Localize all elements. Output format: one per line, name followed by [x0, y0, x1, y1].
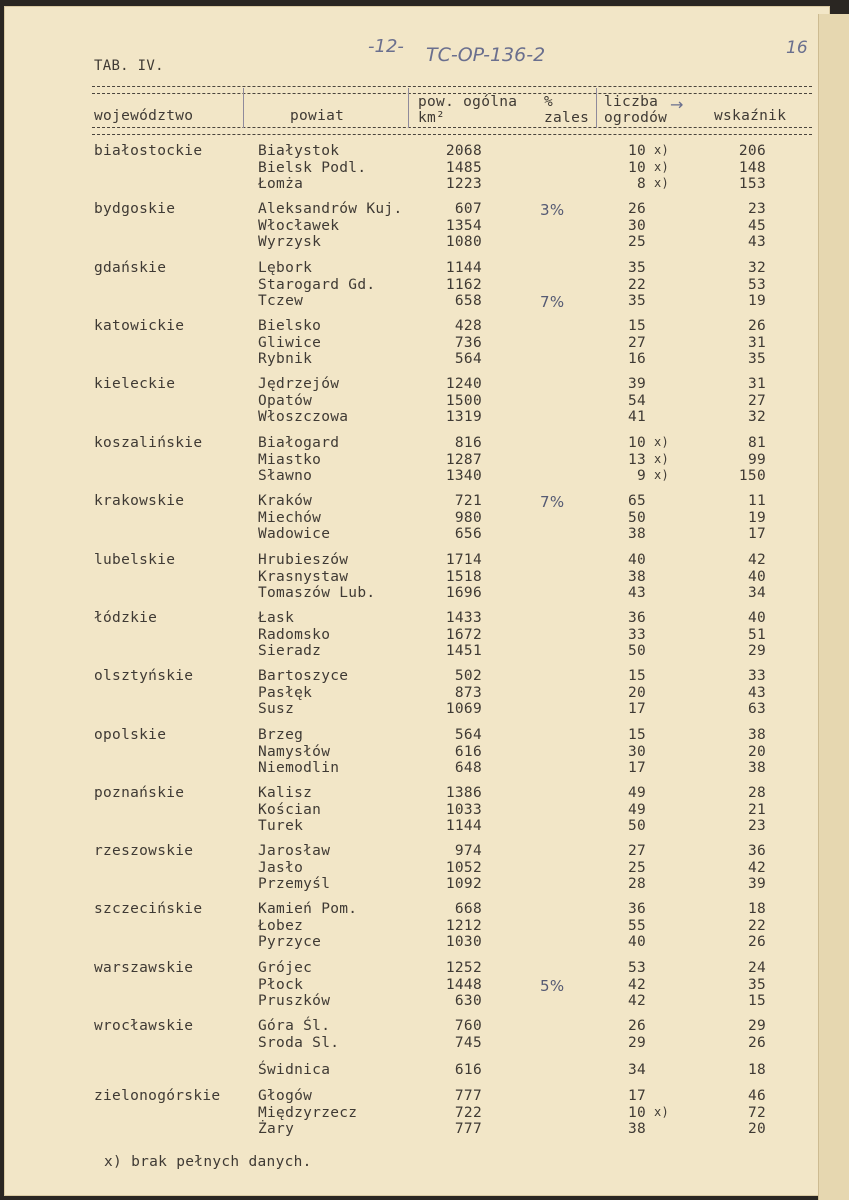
area-cell: 777 — [454, 1088, 482, 1104]
table-row — [0, 643, 826, 660]
table-row — [0, 293, 826, 310]
index-cell: 72 — [747, 1104, 766, 1121]
index-cell: 36 — [747, 843, 766, 859]
wojewodztwo-cell: szczecińskie — [94, 901, 203, 917]
area-cell: 564 — [454, 727, 482, 743]
index-cell: 153 — [738, 176, 766, 193]
count-cell: 53 — [627, 960, 646, 976]
area-cell: 1500 — [445, 392, 482, 409]
area-cell: 1033 — [445, 801, 482, 818]
powiat-cell: Góra Śl. — [258, 1018, 331, 1034]
area-cell: 648 — [454, 760, 482, 777]
area-cell: 722 — [454, 1104, 482, 1121]
count-cell: 36 — [627, 901, 646, 917]
count-cell: 17 — [627, 1088, 646, 1104]
powiat-cell: Jasło — [258, 859, 304, 876]
area-cell: 1052 — [445, 859, 482, 876]
powiat-cell: Wyrzysk — [258, 234, 322, 251]
powiat-cell: Włocławek — [258, 217, 340, 234]
count-cell: 10 — [627, 159, 646, 176]
powiat-cell: Tomaszów Lub. — [258, 585, 376, 602]
area-cell: 777 — [454, 1121, 482, 1138]
count-cell: 17 — [627, 701, 646, 718]
area-cell: 1144 — [445, 260, 482, 276]
table-row — [0, 1018, 826, 1035]
area-cell: 1030 — [445, 934, 482, 951]
note-mark: x) — [654, 176, 670, 191]
powiat-cell: Tczew — [258, 293, 304, 310]
column-divider — [243, 88, 244, 128]
wojewodztwo-cell: koszalińskie — [94, 435, 203, 451]
table-row — [0, 610, 826, 627]
table-row — [0, 860, 826, 877]
powiat-cell: Sroda Sl. — [258, 1034, 340, 1051]
powiat-cell: Bielsko — [258, 318, 322, 334]
powiat-cell: Susz — [258, 701, 295, 718]
header-index: wskaźnik — [714, 108, 787, 124]
powiat-cell: Radomsko — [258, 626, 331, 643]
count-cell: 42 — [627, 993, 646, 1010]
area-cell: 1433 — [445, 610, 482, 626]
note-mark: x) — [654, 159, 670, 174]
index-cell: 20 — [747, 1121, 766, 1138]
note-mark: x) — [654, 143, 670, 157]
powiat-cell: Lębork — [258, 260, 313, 276]
index-cell: 34 — [747, 585, 766, 602]
note-mark: x) — [654, 435, 670, 449]
table-row — [0, 785, 826, 802]
header-area: pow. ogólna km² — [418, 94, 518, 126]
count-cell: 20 — [627, 684, 646, 701]
index-cell: 40 — [747, 568, 766, 585]
index-cell: 99 — [747, 451, 766, 468]
area-cell: 1223 — [445, 176, 482, 193]
powiat-cell: Starogard Gd. — [258, 276, 376, 293]
count-cell: 15 — [627, 668, 646, 684]
table-row — [0, 335, 826, 352]
index-cell: 43 — [747, 234, 766, 251]
count-cell: 28 — [627, 876, 646, 893]
count-cell: 27 — [627, 843, 646, 859]
table-row — [0, 569, 826, 586]
table-row — [0, 409, 826, 426]
index-cell: 42 — [747, 552, 766, 568]
index-cell: 43 — [747, 684, 766, 701]
area-cell: 1212 — [445, 917, 482, 934]
area-cell: 974 — [454, 843, 482, 859]
powiat-cell: Aleksandrów Kuj. — [258, 201, 403, 217]
wojewodztwo-cell: opolskie — [94, 727, 167, 743]
area-cell: 760 — [454, 1018, 482, 1034]
count-cell: 49 — [627, 785, 646, 801]
note-mark: x) — [654, 451, 670, 466]
forest-cell: 3% — [540, 201, 565, 219]
count-cell: 33 — [627, 626, 646, 643]
powiat-cell: Włoszczowa — [258, 409, 349, 426]
table-row — [0, 318, 826, 335]
index-cell: 23 — [747, 201, 766, 217]
table-row — [0, 176, 826, 193]
table-row — [0, 234, 826, 251]
table-row — [0, 1105, 826, 1122]
area-cell: 564 — [454, 351, 482, 368]
index-cell: 27 — [747, 392, 766, 409]
handwritten-page-number: -12- — [368, 36, 404, 57]
table-row — [0, 1035, 826, 1052]
index-cell: 22 — [747, 917, 766, 934]
table-label: TAB. IV. — [94, 58, 164, 74]
wojewodztwo-cell: zielonogórskie — [94, 1088, 221, 1104]
area-cell: 1386 — [445, 785, 482, 801]
powiat-cell: Miastko — [258, 451, 322, 468]
table-row — [0, 468, 826, 485]
count-cell: 40 — [627, 552, 646, 568]
powiat-cell: Pasłęk — [258, 684, 313, 701]
table-row — [0, 760, 826, 777]
powiat-cell: Pyrzyce — [258, 934, 322, 951]
count-cell: 34 — [627, 1062, 646, 1078]
table-row — [0, 160, 826, 177]
powiat-cell: Namysłów — [258, 743, 331, 760]
powiat-cell: Turek — [258, 818, 304, 835]
table-row — [0, 918, 826, 935]
area-cell: 816 — [454, 435, 482, 451]
count-cell: 38 — [627, 526, 646, 543]
wojewodztwo-cell: krakowskie — [94, 493, 185, 509]
index-cell: 26 — [747, 1034, 766, 1051]
count-cell: 36 — [627, 610, 646, 626]
table-row — [0, 143, 826, 160]
index-cell: 35 — [747, 351, 766, 368]
count-cell: 10 — [627, 143, 646, 159]
index-cell: 81 — [747, 435, 766, 451]
header-forest: % zales — [544, 94, 590, 126]
table-row — [0, 843, 826, 860]
area-cell: 736 — [454, 334, 482, 351]
handwritten-sheet-number: 16 — [786, 38, 808, 58]
powiat-cell: Łomża — [258, 176, 304, 193]
area-cell: 616 — [454, 743, 482, 760]
index-cell: 29 — [747, 643, 766, 660]
index-cell: 21 — [747, 801, 766, 818]
wojewodztwo-cell: gdańskie — [94, 260, 167, 276]
table-row — [0, 351, 826, 368]
count-cell: 15 — [627, 727, 646, 743]
table-row — [0, 526, 826, 543]
area-cell: 668 — [454, 901, 482, 917]
powiat-cell: Krasnystaw — [258, 568, 349, 585]
table-row — [0, 1088, 826, 1105]
count-cell: 55 — [627, 917, 646, 934]
count-cell: 50 — [627, 643, 646, 660]
table-row — [0, 218, 826, 235]
powiat-cell: Przemyśl — [258, 876, 331, 893]
powiat-cell: Białystok — [258, 143, 340, 159]
index-cell: 51 — [747, 626, 766, 643]
table-row — [0, 277, 826, 294]
count-cell: 10 — [627, 1104, 646, 1121]
index-cell: 33 — [747, 668, 766, 684]
index-cell: 38 — [747, 727, 766, 743]
count-cell: 25 — [627, 234, 646, 251]
forest-cell: 7% — [540, 293, 565, 312]
count-cell: 26 — [627, 1018, 646, 1034]
area-cell: 616 — [454, 1062, 482, 1078]
index-cell: 53 — [747, 276, 766, 293]
powiat-cell: Kraków — [258, 493, 313, 509]
table-row — [0, 934, 826, 951]
count-cell: 25 — [627, 859, 646, 876]
index-cell: 46 — [747, 1088, 766, 1104]
area-cell: 873 — [454, 684, 482, 701]
count-cell: 22 — [627, 276, 646, 293]
index-cell: 63 — [747, 701, 766, 718]
count-cell: 39 — [627, 376, 646, 392]
table-row — [0, 744, 826, 761]
index-cell: 31 — [747, 376, 766, 392]
powiat-cell: Jędrzejów — [258, 376, 340, 392]
table-row — [0, 960, 826, 977]
index-cell: 42 — [747, 859, 766, 876]
area-cell: 1162 — [445, 276, 482, 293]
count-cell: 54 — [627, 392, 646, 409]
table-row — [0, 977, 826, 994]
count-cell: 8 — [636, 176, 646, 193]
header-bottom-rule — [92, 127, 812, 135]
count-cell: 65 — [627, 493, 646, 509]
powiat-cell: Miechów — [258, 509, 322, 526]
area-cell: 1069 — [445, 701, 482, 718]
table-row — [0, 685, 826, 702]
note-mark: x) — [654, 468, 670, 483]
powiat-cell: Łask — [258, 610, 295, 626]
index-cell: 40 — [747, 610, 766, 626]
count-cell: 35 — [627, 293, 646, 310]
powiat-cell: Hrubieszów — [258, 552, 349, 568]
powiat-cell: Jarosław — [258, 843, 331, 859]
table-row — [0, 818, 826, 835]
count-cell: 35 — [627, 260, 646, 276]
table-row — [0, 435, 826, 452]
wojewodztwo-cell: lubelskie — [94, 552, 176, 568]
index-cell: 26 — [747, 934, 766, 951]
table-row — [0, 493, 826, 510]
index-cell: 206 — [738, 143, 766, 159]
count-cell: 16 — [627, 351, 646, 368]
powiat-cell: Łobez — [258, 917, 304, 934]
powiat-cell: Sławno — [258, 468, 313, 485]
table-row — [0, 393, 826, 410]
powiat-cell: Kościan — [258, 801, 322, 818]
footnote: x) brak pełnych danych. — [104, 1154, 312, 1170]
count-cell: 9 — [636, 468, 646, 485]
header-powiat: powiat — [290, 108, 345, 124]
area-cell: 1696 — [445, 585, 482, 602]
count-cell: 10 — [627, 435, 646, 451]
index-cell: 31 — [747, 334, 766, 351]
area-cell: 1714 — [445, 552, 482, 568]
index-cell: 29 — [747, 1018, 766, 1034]
area-cell: 1080 — [445, 234, 482, 251]
area-cell: 502 — [454, 668, 482, 684]
handwritten-code: TC-OP-136-2 — [426, 44, 546, 66]
note-mark: x) — [654, 1104, 670, 1119]
index-cell: 17 — [747, 526, 766, 543]
count-cell: 43 — [627, 585, 646, 602]
powiat-cell: Wadowice — [258, 526, 331, 543]
area-cell: 2068 — [445, 143, 482, 159]
forest-cell: 7% — [540, 493, 565, 511]
table-row — [0, 901, 826, 918]
wojewodztwo-cell: białostockie — [94, 143, 203, 159]
count-cell: 38 — [627, 568, 646, 585]
powiat-cell: Brzeg — [258, 727, 304, 743]
area-cell: 1319 — [445, 409, 482, 426]
header-arrow: → — [670, 95, 684, 114]
count-cell: 17 — [627, 760, 646, 777]
powiat-cell: Bartoszyce — [258, 668, 349, 684]
area-cell: 1672 — [445, 626, 482, 643]
index-cell: 15 — [747, 993, 766, 1010]
count-cell: 30 — [627, 217, 646, 234]
wojewodztwo-cell: warszawskie — [94, 960, 194, 976]
area-cell: 658 — [454, 293, 482, 310]
wojewodztwo-cell: bydgoskie — [94, 201, 176, 217]
powiat-cell: Międzyrzecz — [258, 1104, 358, 1121]
powiat-cell: Gliwice — [258, 334, 322, 351]
index-cell: 24 — [747, 960, 766, 976]
count-cell: 40 — [627, 934, 646, 951]
area-cell: 1252 — [445, 960, 482, 976]
area-cell: 1287 — [445, 451, 482, 468]
powiat-cell: Głogów — [258, 1088, 313, 1104]
area-cell: 607 — [454, 201, 482, 217]
index-cell: 32 — [747, 409, 766, 426]
powiat-cell: Pruszków — [258, 993, 331, 1010]
area-cell: 1518 — [445, 568, 482, 585]
index-cell: 26 — [747, 318, 766, 334]
index-cell: 32 — [747, 260, 766, 276]
count-cell: 50 — [627, 818, 646, 835]
area-cell: 1451 — [445, 643, 482, 660]
index-cell: 19 — [747, 509, 766, 526]
table-row — [0, 376, 826, 393]
index-cell: 19 — [747, 293, 766, 310]
index-cell: 11 — [747, 493, 766, 509]
count-cell: 49 — [627, 801, 646, 818]
count-cell: 26 — [627, 201, 646, 217]
index-cell: 18 — [747, 1062, 766, 1078]
wojewodztwo-cell: rzeszowskie — [94, 843, 194, 859]
table-row — [0, 802, 826, 819]
count-cell: 38 — [627, 1121, 646, 1138]
powiat-cell: Kalisz — [258, 785, 313, 801]
powiat-cell: Kamień Pom. — [258, 901, 358, 917]
count-cell: 42 — [627, 976, 646, 993]
count-cell: 13 — [627, 451, 646, 468]
area-cell: 1354 — [445, 217, 482, 234]
table-row — [0, 701, 826, 718]
wojewodztwo-cell: kieleckie — [94, 376, 176, 392]
count-cell: 30 — [627, 743, 646, 760]
table-row — [0, 510, 826, 527]
wojewodztwo-cell: olsztyńskie — [94, 668, 194, 684]
index-cell: 45 — [747, 217, 766, 234]
table-row — [0, 627, 826, 644]
count-cell: 27 — [627, 334, 646, 351]
table-row — [0, 260, 826, 277]
table-row — [0, 201, 826, 218]
table-row — [0, 668, 826, 685]
powiat-cell: Niemodlin — [258, 760, 340, 777]
index-cell: 148 — [738, 159, 766, 176]
powiat-cell: Płock — [258, 976, 304, 993]
count-cell: 41 — [627, 409, 646, 426]
powiat-cell: Opatów — [258, 392, 313, 409]
area-cell: 656 — [454, 526, 482, 543]
table-row — [0, 1062, 826, 1079]
powiat-cell: Sieradz — [258, 643, 322, 660]
powiat-cell: Rybnik — [258, 351, 313, 368]
forest-cell: 5% — [540, 976, 565, 995]
table-row — [0, 1121, 826, 1138]
header-top-rule — [92, 86, 812, 94]
area-cell: 1448 — [445, 976, 482, 993]
header-count: liczba ogrodów — [604, 94, 668, 126]
powiat-cell: Białogard — [258, 435, 340, 451]
index-cell: 150 — [738, 468, 766, 485]
table-row — [0, 993, 826, 1010]
area-cell: 980 — [454, 509, 482, 526]
area-cell: 1144 — [445, 818, 482, 835]
area-cell: 428 — [454, 318, 482, 334]
area-cell: 745 — [454, 1034, 482, 1051]
powiat-cell: Świdnica — [258, 1062, 331, 1078]
table-row — [0, 876, 826, 893]
table-row — [0, 452, 826, 469]
wojewodztwo-cell: katowickie — [94, 318, 185, 334]
wojewodztwo-cell: wrocławskie — [94, 1018, 194, 1034]
index-cell: 28 — [747, 785, 766, 801]
index-cell: 18 — [747, 901, 766, 917]
area-cell: 1092 — [445, 876, 482, 893]
area-cell: 1340 — [445, 468, 482, 485]
index-cell: 23 — [747, 818, 766, 835]
index-cell: 35 — [747, 976, 766, 993]
area-cell: 1485 — [445, 159, 482, 176]
area-cell: 1240 — [445, 376, 482, 392]
powiat-cell: Żary — [258, 1121, 295, 1138]
index-cell: 20 — [747, 743, 766, 760]
wojewodztwo-cell: łódzkie — [94, 610, 158, 626]
area-cell: 721 — [454, 493, 482, 509]
table-row — [0, 585, 826, 602]
wojewodztwo-cell: poznańskie — [94, 785, 185, 801]
index-cell: 39 — [747, 876, 766, 893]
count-cell: 50 — [627, 509, 646, 526]
area-cell: 630 — [454, 993, 482, 1010]
header-wojewodztwo: województwo — [94, 108, 194, 124]
count-cell: 29 — [627, 1034, 646, 1051]
powiat-cell: Bielsk Podl. — [258, 159, 367, 176]
column-divider — [408, 88, 409, 128]
count-cell: 15 — [627, 318, 646, 334]
table-row — [0, 552, 826, 569]
table-row — [0, 727, 826, 744]
index-cell: 38 — [747, 760, 766, 777]
powiat-cell: Grójec — [258, 960, 313, 976]
